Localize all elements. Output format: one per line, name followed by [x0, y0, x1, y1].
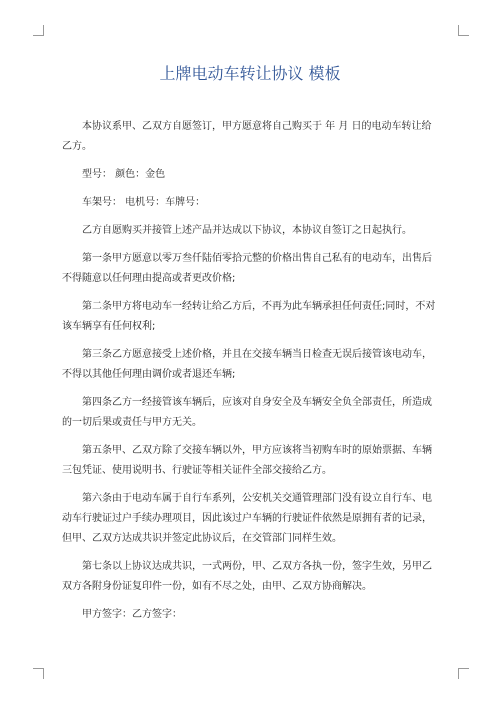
text-line: 本协议系甲、乙双方自愿签订，甲方愿意将自己购买于 年 月 日的电动车转让给	[82, 121, 432, 132]
page-title: 上牌电动车转让协议 模板	[159, 64, 341, 83]
text-line: 的一切后果或责任与甲方无关。	[62, 417, 202, 428]
page-corner-mark-bottom-left	[33, 668, 44, 679]
text-line: 动车行驶证过户手续办理项目，因此该过户车辆的行驶证件依然是原拥有者的记录，	[62, 513, 432, 524]
page-corner-mark-bottom-right	[458, 668, 469, 679]
text-line: 第四条乙方一经接管该车辆后，应该对自身安全及车辆安全负全部责任，所造成	[82, 397, 432, 408]
text-line: 不得以其他任何理由调价或者退还车辆;	[62, 369, 236, 380]
paragraph-intro	[62, 117, 442, 157]
text-line: 型号： 颜色：金色	[82, 169, 166, 180]
text-line: 第七条以上协议达成共识，一式两份，甲、乙双方各执一份，签字生效，另甲乙	[82, 561, 432, 572]
paragraph-article-1	[62, 249, 442, 289]
text-line: 车架号： 电机号：车牌号：	[82, 197, 206, 208]
paragraph-article-2	[62, 297, 442, 337]
page-corner-mark-top-right	[458, 25, 469, 36]
text-line: 第三条乙方愿意接受上述价格，并且在交接车辆当日检查无误后接管该电动车，	[82, 349, 432, 360]
paragraph-article-5	[62, 441, 442, 481]
text-line: 第二条甲方将电动车一经转让给乙方后，不再为此车辆承担任何责任;同时，不对	[82, 301, 436, 312]
paragraph-signatures	[62, 605, 442, 625]
text-line: 第五条甲、乙双方除了交接车辆以外，甲方应该将当初购车时的原始票据、车辆	[82, 445, 432, 456]
text-line: 第六条由于电动车属于自行车系列，公安机关交通管理部门没有设立自行车、电	[82, 493, 432, 504]
document-body	[62, 117, 442, 633]
text-line: 双方各附身份证复印件一份，如有不尽之处，由甲、乙双方协商解决。	[62, 581, 372, 592]
text-line: 乙方自愿购买并接管上述产品并达成以下协议，本协议自签订之日起执行。	[82, 225, 412, 236]
paragraph-article-6	[62, 489, 442, 549]
paragraph-article-3	[62, 345, 442, 385]
paragraph-model-color	[62, 165, 442, 185]
text-line: 三包凭证、使用说明书、行驶证等相关证件全部交接给乙方。	[62, 465, 332, 476]
paragraph-frame-motor-plate	[62, 193, 442, 213]
text-line: 不得随意以任何理由提高或者更改价格;	[62, 273, 236, 284]
text-line: 但甲、乙双方达成共识并签定此协议后，在交管部门同样生效。	[62, 533, 342, 544]
paragraph-article-7	[62, 557, 442, 597]
paragraph-article-4	[62, 393, 442, 433]
text-line: 第一条甲方愿意以零万叁仟陆佰零拾元整的价格出售自己私有的电动车，出售后	[82, 253, 432, 264]
text-line: 该车辆享有任何权利;	[62, 321, 156, 332]
text-line: 乙方。	[62, 141, 92, 152]
paragraph-agreement-statement	[62, 221, 442, 241]
page-corner-mark-top-left	[33, 25, 44, 36]
text-line: 甲方签字：乙方签字：	[82, 609, 182, 620]
